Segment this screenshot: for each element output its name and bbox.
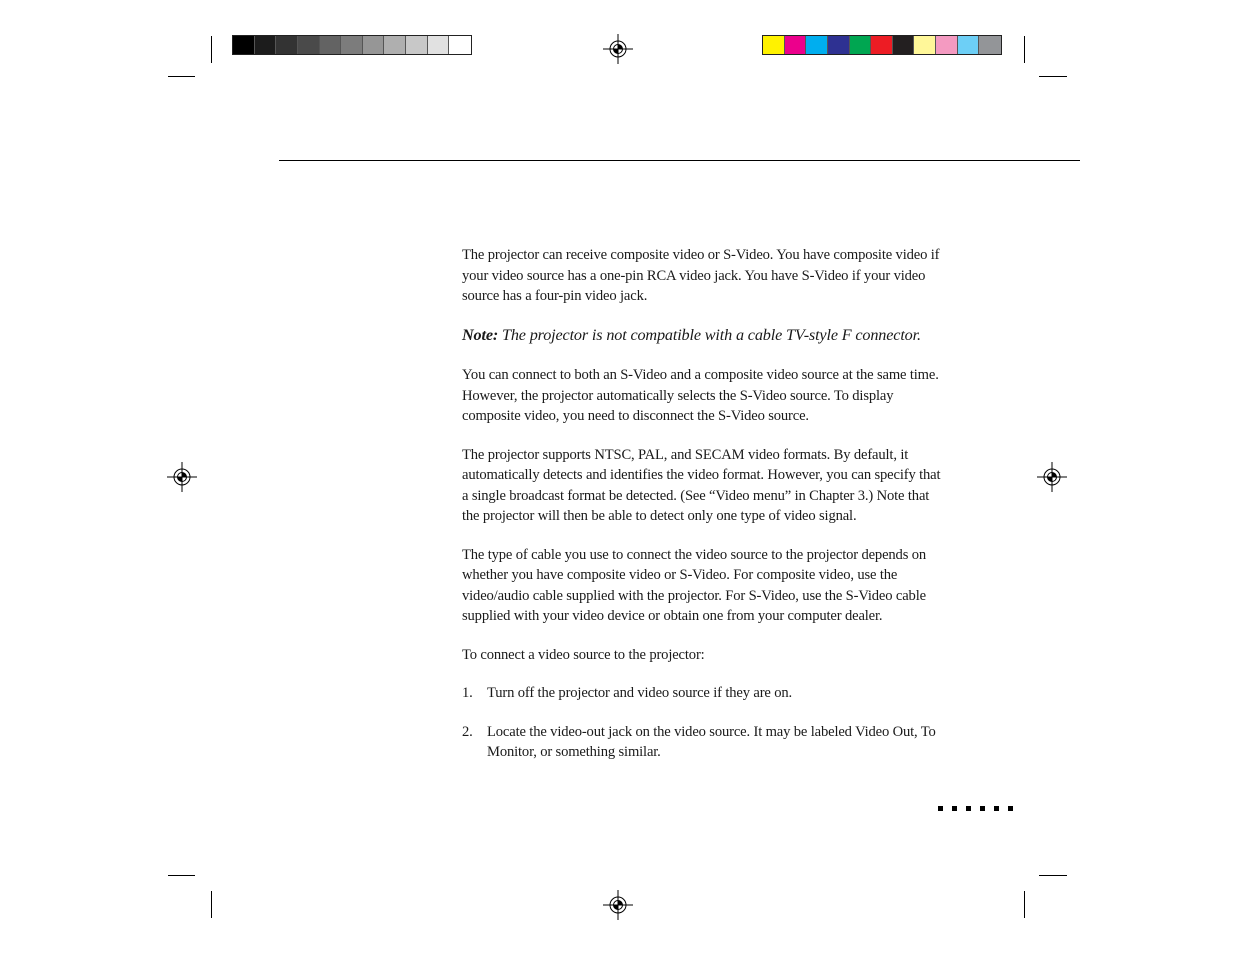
color-swatch [384, 36, 406, 54]
color-swatch [914, 36, 936, 54]
crop-mark [211, 36, 212, 63]
step-number: 1. [462, 685, 473, 701]
note [462, 325, 942, 346]
color-swatch [406, 36, 428, 54]
paragraph: The projector can receive composite video or S-Video. You have composite video if your video source has a one-pin RCA video jack. You have S-Video if your video source has a four-pin video jack. [462, 247, 940, 304]
crop-mark [1039, 76, 1067, 77]
color-swatch [763, 36, 785, 54]
registration-target-icon [167, 462, 197, 492]
steps-list [462, 683, 942, 763]
color-swatch [320, 36, 342, 54]
color-swatch [233, 36, 255, 54]
color-swatch [979, 36, 1001, 54]
color-swatch [276, 36, 298, 54]
paragraph: The type of cable you use to connect the video source to the projector depends on whether you have composite video or S-Video. For composite video, use the video/audio cable supplied with the projector. For S-Video, use the S-Video cable supplied with your video device or obtain one from your computer dealer. [462, 546, 927, 624]
note-text: The projector is not compatible with a cable TV-style F connector. [498, 325, 921, 344]
dot [994, 806, 999, 811]
paragraph: You can connect to both an S-Video and a composite video source at the same time. However, the projector automatically selects the S-Video source. To display composite video, you need to disconnect the S-Video source. [462, 367, 939, 424]
color-swatch [255, 36, 277, 54]
crop-mark [211, 891, 212, 918]
color-swatch [806, 36, 828, 54]
registration-target-icon [603, 34, 633, 64]
dot [1008, 806, 1013, 811]
color-swatch [936, 36, 958, 54]
paragraph: The projector supports NTSC, PAL, and SECAM video formats. By default, it automatically detects and identifies the video format. However, you can specify that a single broadcast format be detected. (See “Video menu” in Chapter 3.) Note that the projector will then be able to detect only one type of video signal. [462, 446, 941, 524]
color-swatch [449, 36, 471, 54]
step-number: 2. [462, 723, 473, 740]
color-swatch [298, 36, 320, 54]
list-item [462, 683, 942, 704]
color-swatch [428, 36, 450, 54]
registration-target-icon [1037, 462, 1067, 492]
decorative-dots [938, 806, 1013, 811]
color-swatch [850, 36, 872, 54]
dot [952, 806, 957, 811]
color-swatch [893, 36, 915, 54]
crop-mark [1024, 36, 1025, 63]
registration-target-icon [603, 890, 633, 920]
header-rule [279, 160, 1080, 161]
color-swatch [871, 36, 893, 54]
crop-mark [1039, 875, 1067, 876]
dot [980, 806, 985, 811]
list-item [462, 722, 942, 763]
step-text: Turn off the projector and video source if they are on. [487, 685, 793, 701]
dot [938, 806, 943, 811]
color-swatch [363, 36, 385, 54]
crop-mark [168, 875, 195, 876]
paragraph: To connect a video source to the projector: [462, 646, 705, 663]
note-label: Note: [462, 325, 499, 344]
color-bar [762, 35, 1002, 55]
color-swatch [785, 36, 807, 54]
step-text: Locate the video-out jack on the video source. It may be labeled Video Out, To Monitor, or something similar. [487, 723, 936, 760]
dot [966, 806, 971, 811]
color-swatch [828, 36, 850, 54]
crop-mark [168, 76, 195, 77]
color-swatch [341, 36, 363, 54]
document-body [462, 245, 942, 781]
color-swatch [958, 36, 980, 54]
grayscale-bar [232, 35, 472, 55]
crop-mark [1024, 891, 1025, 918]
